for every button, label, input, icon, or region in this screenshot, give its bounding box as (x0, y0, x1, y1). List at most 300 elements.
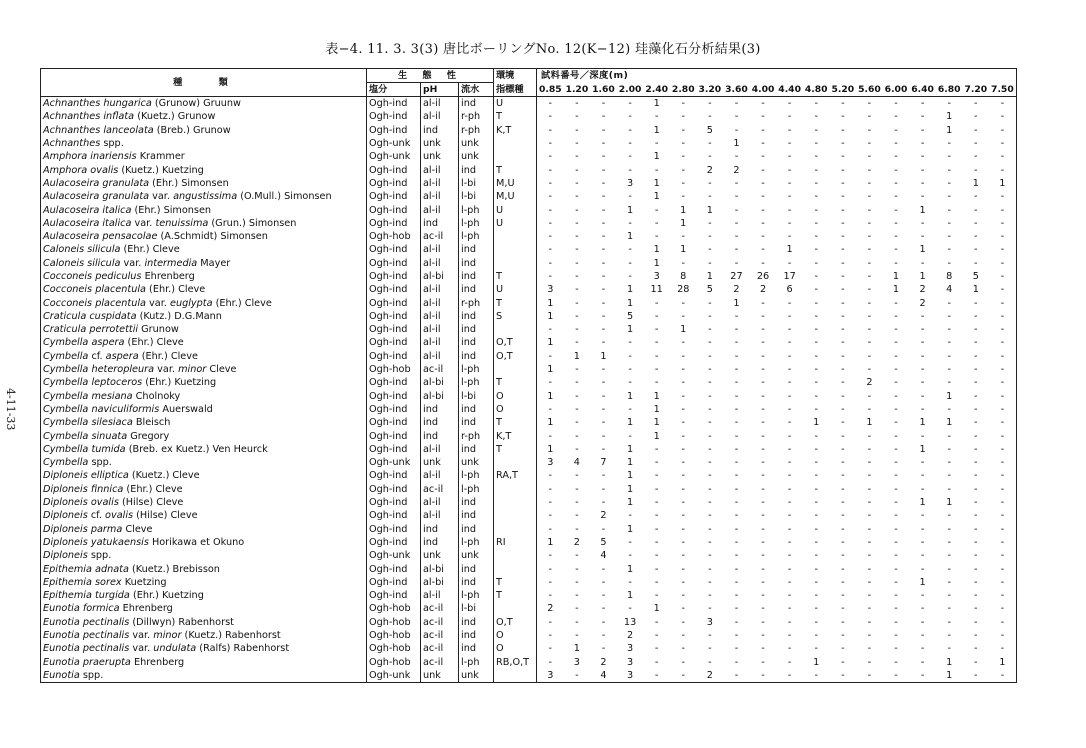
count-cell: - (947, 470, 951, 482)
count-cell: - (814, 377, 818, 389)
indicator-cell: RI (494, 536, 537, 549)
count-cell: - (867, 271, 872, 282)
count-cell: - (654, 497, 659, 509)
count-cell: - (575, 231, 579, 243)
count-cell: 2 (626, 630, 634, 642)
species-name (41, 576, 367, 589)
diatom-table (40, 68, 1017, 683)
header-ecology: 生 態 性 (367, 69, 494, 83)
count-cell: 1 (547, 417, 554, 429)
salinity-cell: Ogh-unk (367, 137, 421, 150)
salinity-cell: Ogh-unk (367, 549, 421, 562)
count-cell: - (708, 231, 712, 243)
count-cell: - (681, 576, 686, 588)
flow-cell: unk (459, 669, 494, 683)
count-cell: - (681, 124, 686, 136)
count-cell: 1 (626, 324, 634, 336)
count-cell: - (708, 417, 712, 429)
species-binomial: Cymbella naviculiformis (43, 403, 160, 415)
count-cell: - (1000, 284, 1005, 296)
count-cell: - (947, 403, 951, 415)
species-name (41, 217, 367, 230)
count-cell: - (841, 124, 845, 136)
count-cell: - (920, 124, 925, 136)
count-cell: - (920, 590, 925, 602)
count-cell: - (654, 563, 659, 575)
ph-cell: ac-il (421, 363, 459, 376)
count-cell: - (548, 630, 553, 642)
species-binomial: Achnanthes inflata (43, 111, 135, 123)
count-cell: - (894, 310, 898, 322)
count-cell: - (841, 217, 845, 229)
count-cell: - (841, 483, 845, 495)
count-cell: - (761, 576, 765, 588)
count-cell: - (814, 164, 818, 176)
count-cell: - (601, 177, 606, 189)
count-cell: - (1000, 430, 1005, 442)
species-name (41, 137, 367, 150)
depth-header: 4.40 (778, 83, 801, 95)
count-cell: - (894, 191, 898, 203)
count-cell: - (867, 297, 872, 309)
count-cell: - (708, 324, 712, 336)
count-cell: - (601, 324, 606, 336)
salinity-cell: Ogh-ind (367, 296, 421, 309)
count-cell: - (947, 483, 951, 495)
salinity-cell: Ogh-ind (367, 562, 421, 575)
indicator-cell: O (494, 629, 537, 642)
indicator-cell (494, 549, 537, 562)
count-cell: - (1000, 350, 1005, 362)
count-cell: - (841, 643, 845, 655)
count-cell: - (681, 403, 686, 415)
count-cell: - (787, 191, 792, 203)
count-cell: - (814, 390, 818, 402)
count-cell: - (787, 669, 792, 681)
count-cell: - (814, 643, 818, 655)
header-species: 種 類 (41, 69, 367, 97)
count-cell: - (867, 563, 872, 575)
count-cell: - (867, 231, 872, 243)
count-cell: - (654, 231, 659, 243)
species-variety: intermedia (144, 257, 198, 269)
count-cell: - (628, 403, 632, 415)
count-cell: - (894, 590, 898, 602)
count-cell: - (601, 523, 606, 535)
ph-cell: al-il (421, 257, 459, 270)
count-cell: - (841, 510, 845, 522)
count-cell: - (787, 138, 792, 150)
count-cell: - (708, 138, 712, 150)
count-cell: - (575, 443, 579, 455)
count-cell: - (734, 630, 739, 642)
depth-header: 3.60 (725, 83, 748, 95)
count-cell: - (654, 138, 659, 150)
ph-cell: al-il (421, 243, 459, 256)
species-name (41, 629, 367, 642)
count-cell: - (548, 523, 553, 535)
ph-cell: ind (421, 536, 459, 549)
count-cell: - (867, 656, 872, 668)
count-cell: - (867, 124, 872, 136)
count-cell: - (787, 310, 792, 322)
count-cell: - (654, 217, 659, 229)
species-authority: (Kuetz.) Kuetzing (118, 164, 204, 176)
species-binomial: Achnanthes hungarica (43, 98, 152, 110)
count-cell: 1 (919, 443, 926, 455)
count-cell: - (548, 124, 553, 136)
species-authority: (Ehr.) Cleve (120, 244, 180, 256)
species-binomial: Aulacoseira italica (43, 204, 132, 216)
ph-cell: al-il (421, 296, 459, 309)
count-cell: - (974, 603, 978, 615)
count-cell: 2 (573, 536, 580, 548)
species-binomial: Aulacoseira pensacolae (43, 231, 158, 243)
count-cell: - (920, 191, 925, 203)
count-cell: - (654, 350, 659, 362)
species-binomial: Epithemia turgida (43, 590, 130, 602)
count-cell: - (548, 217, 553, 229)
species-authority: (Dillwyn) Rabenhorst (129, 616, 234, 628)
count-cell: - (681, 297, 686, 309)
species-variety: undulata (153, 643, 197, 655)
indicator-cell: T (494, 163, 537, 176)
count-cell: - (920, 324, 925, 336)
count-cell: - (787, 177, 792, 189)
count-cell: - (575, 576, 579, 588)
count-cell: - (1000, 616, 1005, 628)
species-authority: (Kuetz.) Cleve (128, 470, 200, 482)
count-cell: - (761, 510, 765, 522)
count-cell: - (761, 257, 765, 269)
species-authority: (Ehr.) Cleve (145, 284, 206, 296)
species-authority: Ehrenberg (119, 603, 173, 615)
count-cell: 1 (626, 563, 634, 575)
count-cell: - (920, 656, 925, 668)
count-cell: - (734, 257, 739, 269)
count-cell: - (947, 457, 951, 469)
count-cell: 1 (653, 603, 660, 615)
count-cell: - (894, 177, 898, 189)
count-cell: - (920, 603, 925, 615)
count-cell: - (761, 324, 765, 336)
count-cell: - (920, 563, 925, 575)
count-cell: - (867, 177, 872, 189)
count-cell: - (1000, 377, 1005, 389)
count-cell: - (734, 324, 739, 336)
count-cell: - (681, 563, 686, 575)
count-cell: - (575, 523, 579, 535)
depth-header: 3.20 (698, 83, 722, 95)
salinity-cell: Ogh-ind (367, 163, 421, 176)
flow-cell: r-ph (459, 429, 494, 442)
count-cell: - (1000, 669, 1005, 681)
count-cell: 1 (626, 297, 634, 309)
count-cell: 1 (680, 217, 687, 229)
count-cell: 1 (946, 497, 953, 509)
species-authority: spp. (100, 138, 124, 150)
count-cell: - (761, 443, 765, 455)
ph-cell: ac-il (421, 655, 459, 668)
species-name (41, 655, 367, 668)
count-cell: - (894, 364, 898, 376)
count-cell: - (894, 656, 898, 668)
count-cell: - (761, 536, 765, 548)
salinity-cell: Ogh-hob (367, 655, 421, 668)
species-binomial: Cymbella sinuata (43, 430, 128, 442)
count-cell: - (761, 350, 765, 362)
count-cell: - (575, 98, 579, 110)
count-cell: 1 (813, 417, 820, 429)
count-cell: - (814, 536, 818, 548)
count-cell: - (841, 457, 845, 469)
count-cell: - (761, 124, 765, 136)
count-cell: - (654, 310, 659, 322)
count-cell: - (708, 297, 712, 309)
flow-cell: ind (459, 496, 494, 509)
count-cell: - (894, 616, 898, 628)
count-cell: - (575, 284, 579, 296)
variety-authority: (Ralfs) Rabenhorst (196, 643, 290, 655)
count-cell: 1 (573, 350, 580, 362)
count-cell: 1 (680, 204, 687, 216)
count-cell: 2 (600, 510, 607, 522)
count-cell: - (708, 457, 712, 469)
count-cell: 3 (626, 643, 634, 655)
count-cell: - (628, 124, 632, 136)
count-cell: - (814, 138, 818, 150)
table-row (41, 602, 1017, 615)
species-variety: minor (153, 630, 182, 642)
count-cell: - (841, 523, 845, 535)
species-authority: (Ehr.) Cleve (123, 483, 183, 495)
count-cell: 1 (680, 244, 687, 256)
count-cell: - (867, 151, 872, 163)
count-cell: - (1000, 630, 1005, 642)
count-cell: - (1000, 523, 1005, 535)
count-cell: 3 (626, 177, 634, 189)
count-cell: 2 (706, 669, 713, 681)
count-cell: - (681, 523, 686, 535)
table-row (41, 376, 1017, 389)
ph-cell: ind (421, 217, 459, 230)
count-cell: - (601, 603, 606, 615)
count-cell: - (867, 536, 872, 548)
count-cell: - (974, 590, 978, 602)
count-cell: - (1000, 457, 1005, 469)
count-cell: - (841, 377, 845, 389)
count-cell: - (761, 669, 765, 681)
count-cell: - (814, 297, 818, 309)
count-cell: - (920, 151, 925, 163)
table-row (41, 150, 1017, 163)
count-cell: - (947, 603, 951, 615)
count-cell: - (575, 483, 579, 495)
count-cell: - (734, 417, 739, 429)
species-authority: (Ehr.) Kuetzing (129, 590, 204, 602)
species-name (41, 429, 367, 442)
salinity-cell: Ogh-ind (367, 576, 421, 589)
count-cell: - (787, 111, 792, 123)
count-cell: - (894, 443, 898, 455)
species-authority: (Ehr.) Kuetzing (142, 377, 217, 389)
count-cell: - (814, 191, 818, 203)
count-cell: - (947, 523, 951, 535)
count-cell: - (708, 257, 712, 269)
count-cell: - (894, 576, 898, 588)
count-cell: - (628, 576, 632, 588)
count-cell: - (867, 643, 872, 655)
salinity-cell: Ogh-hob (367, 230, 421, 243)
count-cell: - (894, 643, 898, 655)
count-cell: - (894, 497, 898, 509)
species-authority: (Kutz.) D.G.Mann (136, 310, 222, 322)
count-cell: - (974, 550, 978, 562)
species-binomial: Caloneis silicula (43, 257, 121, 269)
species-binomial: Amphora ovalis (43, 164, 119, 176)
table-row (41, 163, 1017, 176)
salinity-cell: Ogh-ind (367, 110, 421, 123)
indicator-cell: O,T (494, 336, 537, 349)
count-cell: - (894, 483, 898, 495)
count-cell: - (708, 310, 712, 322)
count-cell: - (628, 550, 632, 562)
count-cell: 11 (650, 284, 663, 296)
count-cell: - (841, 390, 845, 402)
species-name (41, 562, 367, 575)
depth-header: 5.60 (858, 83, 881, 95)
count-cell: - (841, 138, 845, 150)
count-cell: - (974, 98, 978, 110)
count-cell: - (1000, 563, 1005, 575)
flow-cell: l-ph (459, 217, 494, 230)
count-cell: - (601, 470, 606, 482)
species-authority: (Grunow) Gruunw (151, 98, 241, 110)
indicator-cell: U (494, 217, 537, 230)
count-cell: - (654, 111, 659, 123)
count-cell: - (654, 576, 659, 588)
count-cell: - (814, 483, 818, 495)
indicator-cell: O,T (494, 350, 537, 363)
count-cell: - (628, 377, 632, 389)
count-cell: - (654, 669, 659, 681)
count-cell: - (1000, 124, 1005, 136)
count-cell: - (681, 417, 686, 429)
salinity-cell: Ogh-ind (367, 536, 421, 549)
ph-cell: al-bi (421, 576, 459, 589)
salinity-cell: Ogh-ind (367, 257, 421, 270)
ph-cell: unk (421, 456, 459, 469)
count-cell: - (787, 297, 792, 309)
count-cell: - (734, 603, 739, 615)
count-cell: - (841, 324, 845, 336)
count-cell: - (628, 536, 632, 548)
species-binomial: Cymbella silesiaca (43, 417, 133, 429)
species-authority: Ehrenberg (141, 271, 195, 282)
count-cell: - (601, 483, 606, 495)
count-cell: - (575, 563, 579, 575)
count-cell: - (787, 98, 792, 110)
count-cell: - (947, 643, 951, 655)
salinity-cell: Ogh-hob (367, 629, 421, 642)
flow-cell: l-ph (459, 376, 494, 389)
count-cell: 5 (706, 124, 713, 136)
count-cell: - (867, 403, 872, 415)
count-cell: - (947, 297, 951, 309)
variety-authority: Cleve (206, 364, 237, 376)
table-row (41, 230, 1017, 243)
species-binomial: Amphora inariensis (43, 151, 137, 163)
count-cell: - (1000, 204, 1005, 216)
species-authority: Cleve (122, 523, 153, 535)
count-cell: - (947, 337, 951, 349)
count-cell: - (841, 297, 845, 309)
count-cell: - (894, 297, 898, 309)
table-row (41, 443, 1017, 456)
table-row (41, 124, 1017, 137)
flow-cell: ind (459, 350, 494, 363)
count-cell: 1 (653, 124, 660, 136)
count-cell: - (1000, 364, 1005, 376)
count-cell: - (1000, 151, 1005, 163)
count-cell: - (548, 151, 553, 163)
variety-authority: Mayer (197, 257, 231, 269)
indicator-cell: T (494, 110, 537, 123)
flow-cell: ind (459, 443, 494, 456)
count-cell: - (1000, 510, 1005, 522)
indicator-cell: T (494, 296, 537, 309)
table-row (41, 310, 1017, 323)
salinity-cell: Ogh-unk (367, 150, 421, 163)
count-cell: - (681, 191, 686, 203)
count-cell: - (601, 310, 606, 322)
count-cell: - (894, 390, 898, 402)
species-name (41, 350, 367, 363)
count-cell: - (814, 523, 818, 535)
count-cell: - (894, 231, 898, 243)
count-cell: - (548, 257, 553, 269)
count-cell: - (761, 616, 765, 628)
count-cell: - (628, 191, 632, 203)
count-cell: 28 (677, 284, 690, 296)
flow-cell: ind (459, 97, 494, 111)
count-cell: - (867, 98, 872, 110)
count-cell: - (681, 616, 686, 628)
count-cell: - (761, 457, 765, 469)
count-cell: - (628, 98, 632, 110)
count-cell: - (841, 257, 845, 269)
count-cell: - (628, 164, 632, 176)
count-cell: - (947, 151, 951, 163)
count-cell: - (841, 470, 845, 482)
species-name (41, 390, 367, 403)
count-cell: - (708, 443, 712, 455)
count-cell: - (920, 390, 925, 402)
header-salinity: 塩分 (367, 83, 421, 97)
species-binomial: Cymbella aspera (43, 337, 125, 349)
header-flow: 流水 (459, 83, 494, 97)
count-cell: 17 (783, 271, 796, 282)
ph-cell: al-il (421, 509, 459, 522)
species-name (41, 110, 367, 123)
depth-header: 4.80 (804, 83, 828, 95)
species-name (41, 416, 367, 429)
species-binomial: Eunotia pectinalis (43, 630, 130, 642)
ph-cell: al-bi (421, 270, 459, 283)
indicator-cell: K,T (494, 429, 537, 442)
count-cell: - (734, 177, 739, 189)
species-authority: Gregory (127, 430, 170, 442)
